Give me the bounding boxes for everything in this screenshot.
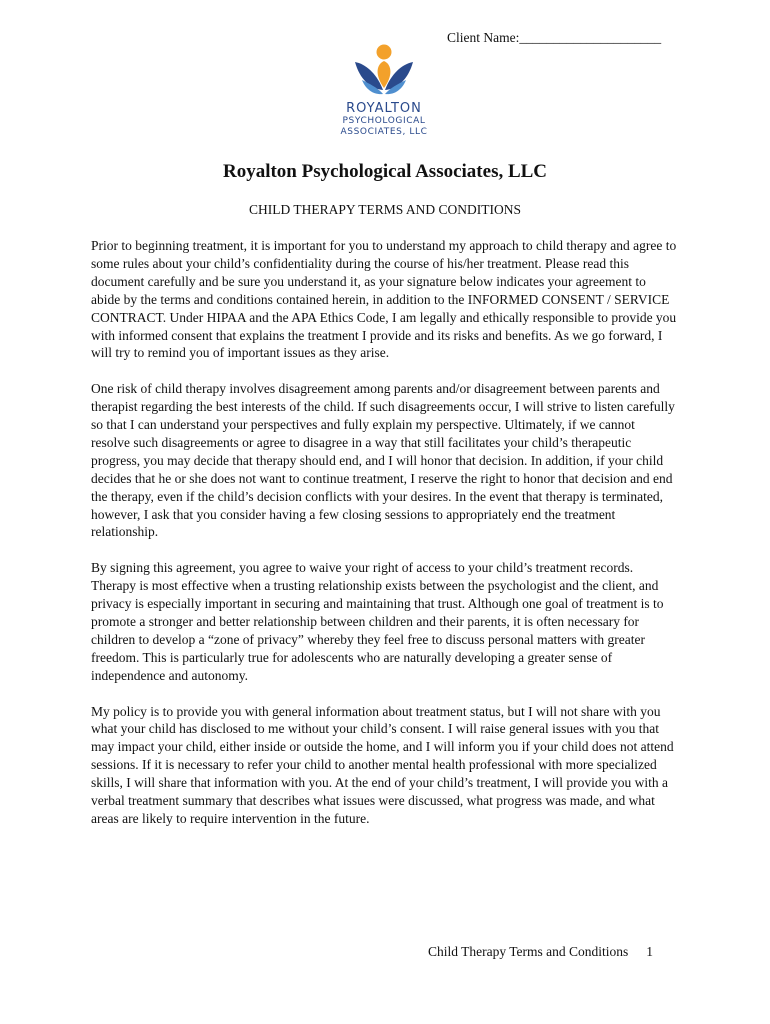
footer-label: Child Therapy Terms and Conditions bbox=[428, 944, 629, 959]
document-body bbox=[91, 237, 677, 846]
document-title: Royalton Psychological Associates, LLC bbox=[222, 161, 548, 182]
logo-emblem-icon bbox=[352, 44, 416, 100]
page-footer bbox=[428, 944, 653, 960]
company-logo bbox=[334, 44, 434, 137]
document-subtitle: CHILD THERAPY TERMS AND CONDITIONS bbox=[248, 202, 522, 217]
paragraph-1: Prior to beginning treatment, it is important for you to understand my approach to child therapy and agree to some rules about your child’s confidentiality during the course of his/her treatment. Please read this document carefully and be sure you understand it, as your signature below indicates your agreement to abide by the terms and conditions contained herein, in addition to the INFORMED CONSENT / SERVICE CONTRACT. Under HIPAA and the APA Ethics Code, I am legally and ethically responsible to provide you with informed consent that explains the treatment I provide and its risks and benefits. As we go forward, I will try to remind you of important issues as they arise. bbox=[91, 238, 677, 361]
paragraph-4: My policy is to provide you with general information about treatment status, but I will not share with you what your child has disclosed to me without your child’s consent. I will raise general issues with you that may impact your child, either inside or outside the home, and I will inform you if your child does not attend sessions. If it is necessary to refer your child to another mental health professional with more specialized skills, I will share that information with you. At the end of your child’s treatment, I will provide you with a verbal treatment summary that describes what issues were discussed, what progress was made, and what areas are likely to require intervention in the future. bbox=[91, 703, 674, 826]
logo-text-line1: ROYALTON bbox=[346, 101, 422, 116]
logo-text-line2: PSYCHOLOGICAL bbox=[342, 116, 426, 126]
paragraph-2: One risk of child therapy involves disagreement among parents and/or disagreement between parents and therapist regarding the best interests of the child. If such disagreements occur, I will strive to listen carefully so that I can understand your perspectives and fully explain my perspective. Ultimately, if we cannot resolve such disagreements or agree to disagree in a way that still facilitates your child’s therapeutic progress, you may decide that therapy should end, and I will honor that decision. In addition, if your child decides that he or she does not want to continue treatment, I reserve the right to honor that decision and end the therapy, even if the child’s decision conflicts with your desires. In the event that therapy is terminated, however, I ask that you consider having a few closing sessions to appropriately end the treatment relationship. bbox=[91, 381, 675, 540]
client-name-field: Client Name:_____________________ bbox=[447, 30, 662, 45]
paragraph-3: By signing this agreement, you agree to waive your right of access to your child’s treatment records. Therapy is most effective when a trusting relationship exists between the psychologist and the client, and privacy is especially important in securing and maintaining that trust. Although one goal of treatment is to promote a stronger and better relationship between children and their parents, it is often necessary for children to develop a “zone of privacy” whereby they feel free to discuss personal matters with greater freedom. This is particularly true for adolescents who are naturally developing a greater sense of independence and autonomy. bbox=[91, 560, 664, 683]
page-number: 1 bbox=[646, 944, 654, 959]
logo-text-line3: ASSOCIATES, LLC bbox=[340, 127, 428, 137]
